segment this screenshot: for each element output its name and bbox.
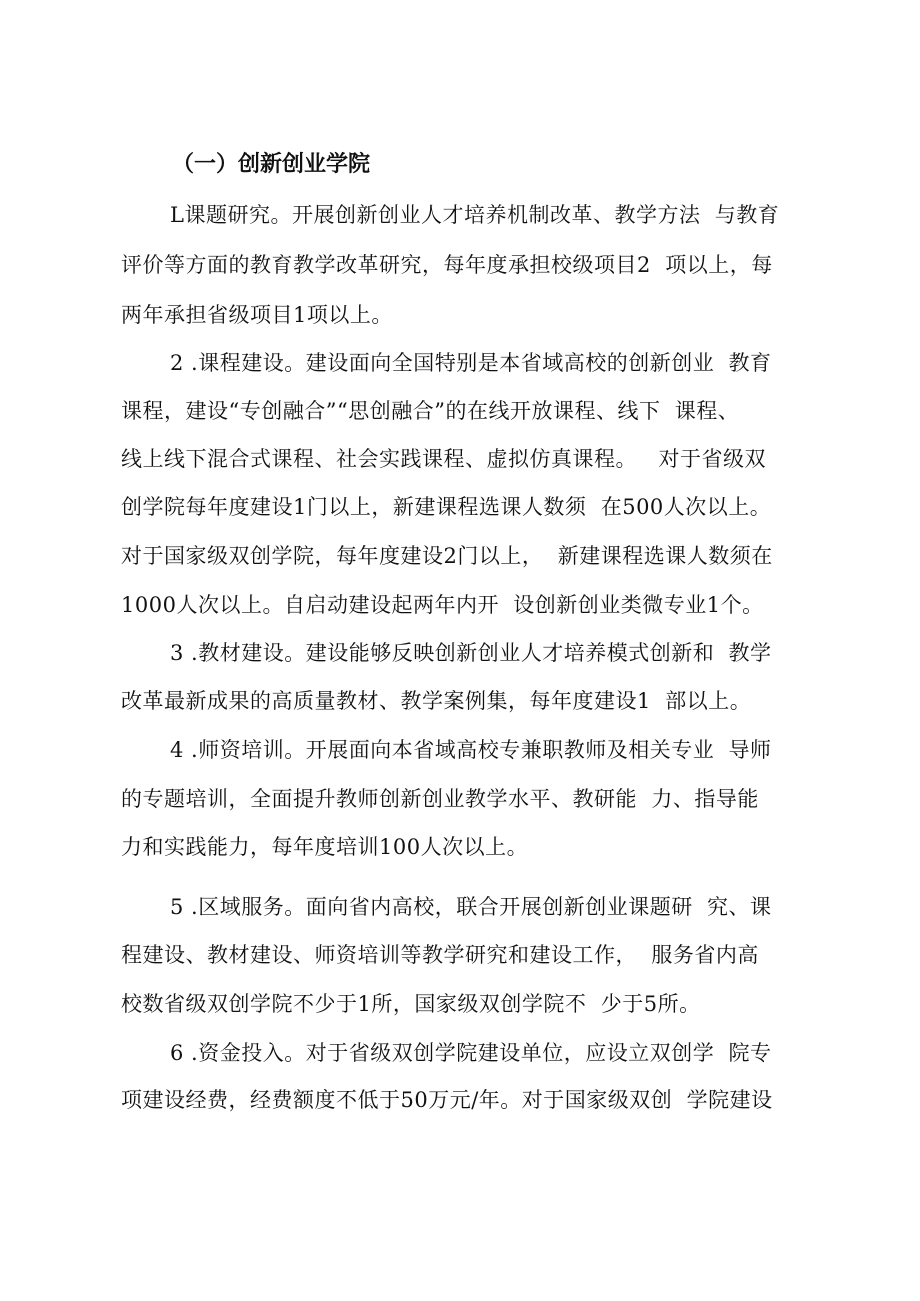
paragraph-4-line-3: 力和实践能力，每年度培训100人次以上。 xyxy=(121,835,529,859)
section-heading: （一）创新创业学院 xyxy=(172,151,371,177)
paragraph-2-line-2: 课程，建设“专创融合”“思创融合”的在线开放课程、线下 课程、 xyxy=(121,399,740,423)
paragraph-6-line-1: 6 .资金投入。对于省级双创学院建设单位，应设立双创学 院专 xyxy=(170,1041,772,1065)
paragraph-2-line-1: 2 .课程建设。建设面向全国特别是本省域高校的创新创业 教育 xyxy=(170,351,772,375)
paragraph-4-line-1: 4 .师资培训。开展面向本省域高校专兼职教师及相关专业 导师 xyxy=(170,738,772,762)
paragraph-1-line-3: 两年承担省级项目1项以上。 xyxy=(121,303,393,327)
paragraph-3-line-1: 3 .教材建设。建设能够反映创新创业人才培养模式创新和 教学 xyxy=(170,641,772,665)
paragraph-4-line-2: 的专题培训，全面提升教师创新创业教学水平、教研能 力、指导能 xyxy=(121,787,759,811)
paragraph-2-line-3: 线上线下混合式课程、社会实践课程、虚拟仿真课程。 对于省级双 xyxy=(121,447,767,471)
paragraph-5-line-3: 校数省级双创学院不少于1所，国家级双创学院不 少于5所。 xyxy=(121,992,701,1016)
paragraph-5-line-1: 5 .区域服务。面向省内高校，联合开展创新创业课题研 究、课 xyxy=(170,895,772,919)
paragraph-5-line-2: 程建设、教材建设、师资培训等教学研究和建设工作， 服务省内高 xyxy=(121,943,759,967)
paragraph-2-line-4: 创学院每年度建设1门以上，新建课程选课人数须 在500人次以上。 xyxy=(121,495,772,519)
paragraph-2-line-6: 1000人次以上。自启动建设起两年内开 设创新创业类微专业1个。 xyxy=(121,593,764,617)
paragraph-1-line-1: L课题研究。开展创新创业人才培养机制改革、教学方法 与教育 xyxy=(170,203,780,227)
paragraph-2-line-5: 对于国家级双创学院，每年度建设2门以上， 新建课程选课人数须在 xyxy=(121,544,773,568)
paragraph-1-line-2: 评价等方面的教育教学改革研究，每年度承担校级项目2 项以上，每 xyxy=(121,253,773,277)
paragraph-6-line-2: 项建设经费，经费额度不低于50万元/年。对于国家级双创 学院建设 xyxy=(121,1088,773,1112)
paragraph-3-line-2: 改革最新成果的高质量教材、教学案例集，每年度建设1 部以上。 xyxy=(121,689,752,713)
